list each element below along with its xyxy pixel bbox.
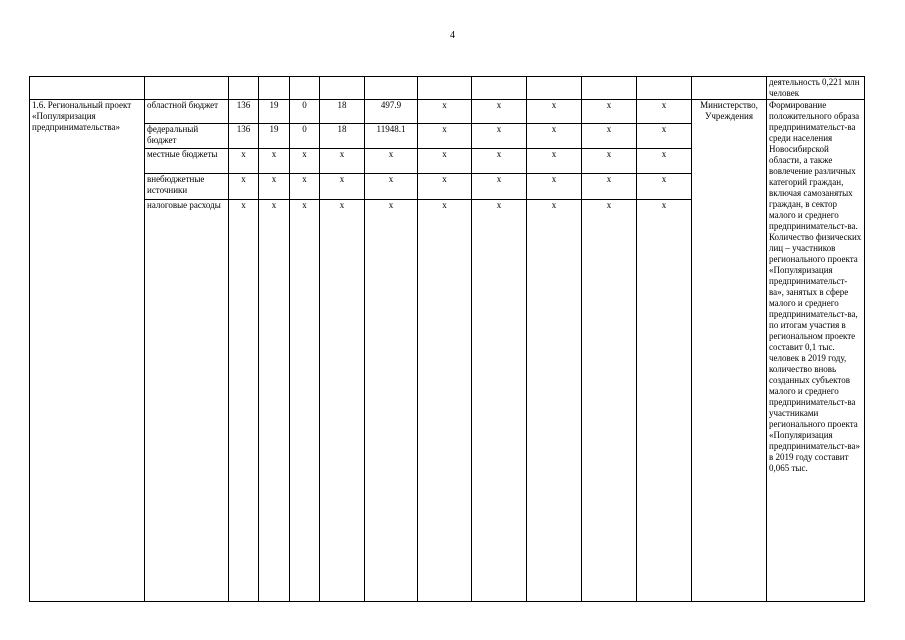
value-cell: x [637, 149, 692, 174]
value-cell: x [527, 174, 582, 200]
value-cell: 19 [259, 124, 290, 149]
value-cell: x [527, 100, 582, 124]
value-cell: x [527, 124, 582, 149]
cell-empty [290, 77, 320, 100]
value-cell: 497.9 [365, 100, 418, 124]
value-cell: x [229, 200, 259, 602]
table-row [30, 100, 865, 124]
value-cell: x [472, 124, 527, 149]
cell-empty [229, 77, 259, 100]
value-cell: x [320, 200, 365, 602]
value-cell: x [637, 174, 692, 200]
value-cell: x [229, 149, 259, 174]
value-cell: x [637, 100, 692, 124]
value-cell: x [418, 174, 472, 200]
value-cell: x [418, 100, 472, 124]
page-number: 4 [450, 30, 455, 41]
cell-empty [692, 77, 767, 100]
source-label: налоговые расходы [145, 200, 229, 602]
cell-empty [320, 77, 365, 100]
cell-empty [582, 77, 637, 100]
value-cell: x [582, 124, 637, 149]
value-cell: x [365, 174, 418, 200]
value-cell: x [418, 124, 472, 149]
value-cell: x [418, 149, 472, 174]
source-label: областной бюджет [145, 100, 229, 124]
value-cell: x [582, 200, 637, 602]
value-cell: x [527, 149, 582, 174]
cell-empty [259, 77, 290, 100]
value-cell: 0 [290, 100, 320, 124]
value-cell: x [637, 124, 692, 149]
value-cell: 136 [229, 100, 259, 124]
value-cell: x [290, 149, 320, 174]
cell-empty [637, 77, 692, 100]
responsible: Министерство, Учреждения [692, 100, 767, 602]
value-cell: x [472, 149, 527, 174]
cell-empty [30, 77, 145, 100]
value-cell: 11948.1 [365, 124, 418, 149]
cell-empty [418, 77, 472, 100]
source-label: внебюджетные источники [145, 174, 229, 200]
value-cell: 0 [290, 124, 320, 149]
value-cell: 136 [229, 124, 259, 149]
cell-empty [145, 77, 229, 100]
value-cell: x [290, 174, 320, 200]
project-result-text: Формирование положительного образа предпринимательст-ва среди населения Новосибирской области, а также вовлечение различных категорий граждан, включая самозанятых граждан, в сектор малого и среднего предпринимательст-ва. Количество физических лиц – участников регионального проекта «Популяризация предпринимательст-ва», занятых в сфере малого и среднего предпринимательст-ва, по итогам участия в региональном проекте составит 0,1 тыс. человек в 2019 году, количество вновь созданных субъектов малого и среднего предпринимательст-ва участниками регионального проекта «Популяризация предпринимательст-ва» в 2019 году составит 0,065 тыс. [767, 100, 865, 602]
value-cell: 18 [320, 124, 365, 149]
value-cell: 19 [259, 100, 290, 124]
value-cell: x [418, 200, 472, 602]
cell-empty [472, 77, 527, 100]
value-cell: x [320, 174, 365, 200]
value-cell: x [290, 200, 320, 602]
value-cell: x [472, 174, 527, 200]
value-cell: x [582, 174, 637, 200]
value-cell: x [365, 200, 418, 602]
value-cell: x [637, 200, 692, 602]
value-cell: x [365, 149, 418, 174]
value-cell: x [527, 200, 582, 602]
budget-table [29, 76, 865, 602]
continuation-result-text: деятельность 0,221 млн человек [767, 77, 865, 100]
source-label: местные бюджеты [145, 149, 229, 174]
value-cell: x [472, 200, 527, 602]
project-name: 1.6. Региональный проект «Популяризация предпринимательства» [30, 100, 145, 602]
cell-empty [527, 77, 582, 100]
cell-empty [365, 77, 418, 100]
value-cell: x [259, 149, 290, 174]
value-cell: x [229, 174, 259, 200]
value-cell: x [472, 100, 527, 124]
source-label: федеральный бюджет [145, 124, 229, 149]
value-cell: x [582, 100, 637, 124]
value-cell: x [259, 174, 290, 200]
continuation-row [30, 77, 865, 100]
value-cell: x [259, 200, 290, 602]
value-cell: x [320, 149, 365, 174]
value-cell: 18 [320, 100, 365, 124]
value-cell: x [582, 149, 637, 174]
